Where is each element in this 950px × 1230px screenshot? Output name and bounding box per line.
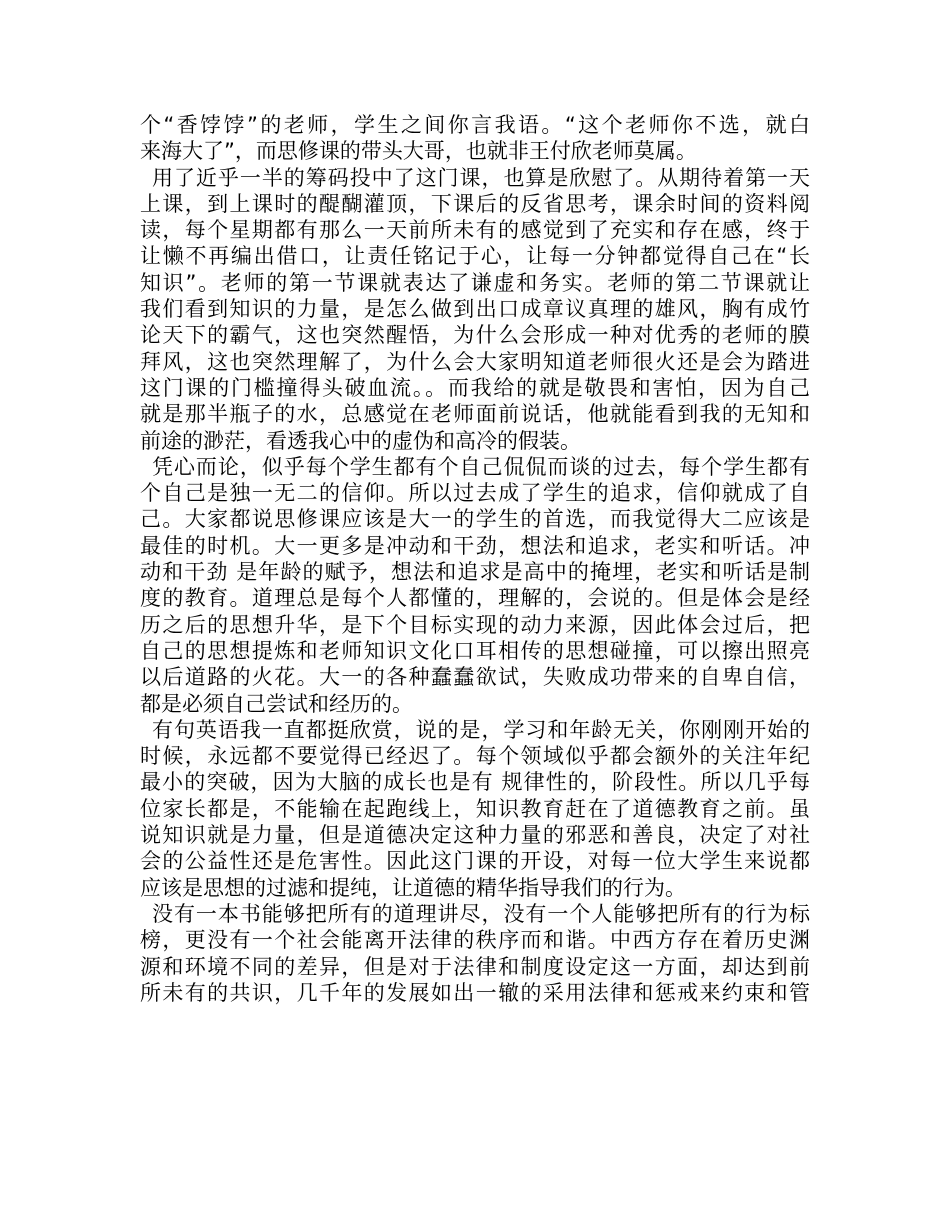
text-line: 这门课的门槛撞得头破血流。。而我给的就是敬畏和害怕，因为自己: [140, 375, 810, 400]
text-line: 来海大了”，而思修课的带头大哥，也就非王付欣老师莫属。: [140, 139, 697, 164]
text-line: 我们看到知识的力量，是怎么做到出口成章议真理的雄风，胸有成竹: [140, 297, 810, 322]
text-line: 上课，到上课时的醍醐灌顶，下课后的反省思考，课余时间的资料阅: [140, 191, 810, 216]
text-line: 让懒不再编出借口，让责任铭记于心，让每一分钟都觉得自己在“长: [140, 244, 810, 269]
text-line: 源和环境不同的差异，但是对于法律和制度设定这一方面，却达到前: [140, 954, 810, 979]
text-line: 榜，更没有一个社会能离开法律的秩序而和谐。中西方存在着历史渊: [140, 928, 810, 953]
text-line: 知识”。老师的第一节课就表达了谦虚和务实。老师的第二节课就让: [140, 270, 810, 295]
text-line: 拜风，这也突然理解了，为什么会大家明知道老师很火还是会为踏进: [140, 349, 810, 374]
paragraph-start-line: 有句英语我一直都挺欣赏，说的是，学习和年龄无关，你刚刚开始的: [152, 717, 810, 742]
body-text: [140, 112, 810, 1006]
text-line: 就是那半瓶子的水，总感觉在老师面前说话，他就能看到我的无知和: [140, 402, 810, 427]
text-line: 前途的渺茫，看透我心中的虚伪和高冷的假装。: [140, 428, 581, 453]
paragraph-start-line: 没有一本书能够把所有的道理讲尽，没有一个人能够把所有的行为标: [152, 901, 810, 926]
text-line: 都是必须自己尝试和经历的。: [140, 691, 413, 716]
text-line: 自己的思想提炼和老师知识文化口耳相传的思想碰撞，可以擦出照亮: [140, 638, 810, 663]
text-line: 最小的突破，因为大脑的成长也是有 规律性的，阶段性。所以几乎每: [140, 770, 810, 795]
paragraph-start-line: 凭心而论，似乎每个学生都有个自己侃侃而谈的过去，每个学生都有: [152, 454, 810, 479]
text-line: 个“香饽饽”的老师，学生之间你言我语。“这个老师你不选，就白: [140, 113, 810, 137]
text-line: 应该是思想的过滤和提纯，让道德的精华指导我们的行为。: [140, 875, 686, 900]
text-line: 会的公益性还是危害性。因此这门课的开设，对每一位大学生来说都: [140, 849, 810, 874]
text-line: 历之后的思想升华，是下个目标实现的动力来源，因此体会过后，把: [140, 612, 810, 637]
text-line: 论天下的霸气，这也突然醒悟，为什么会形成一种对优秀的老师的膜: [140, 323, 810, 348]
text-line: 位家长都是，不能输在起跑线上，知识教育赶在了道德教育之前。虽: [140, 796, 810, 821]
text-line: 时候，永远都不要觉得已经迟了。每个领域似乎都会额外的关注年纪: [140, 744, 810, 769]
text-line: 动和干劲 是年龄的赋予，想法和追求是高中的掩埋，老实和听话是制: [140, 560, 810, 585]
text-line: 以后道路的火花。大一的各种蠢蠢欲试，失败成功带来的自卑自信，: [140, 665, 810, 690]
text-line: 所未有的共识，几千年的发展如出一辙的采用法律和惩戒来约束和管: [140, 980, 810, 1005]
text-line: 己。大家都说思修课应该是大一的学生的首选，而我觉得大二应该是: [140, 507, 810, 532]
text-line: 度的教育。道理总是每个人都懂的，理解的，会说的。但是体会是经: [140, 586, 810, 611]
text-line: 说知识就是力量，但是道德决定这种力量的邪恶和善良，决定了对社: [140, 823, 810, 848]
paragraph-start-line: 用了近乎一半的筹码投中了这门课，也算是欣慰了。从期待着第一天: [152, 165, 810, 190]
text-line: 读，每个星期都有那么一天前所未有的感觉到了充实和存在感，终于: [140, 218, 810, 243]
text-line: 最佳的时机。大一更多是冲动和干劲，想法和追求，老实和听话。冲: [140, 533, 810, 558]
text-line: 个自己是独一无二的信仰。所以过去成了学生的追求，信仰就成了自: [140, 481, 810, 506]
